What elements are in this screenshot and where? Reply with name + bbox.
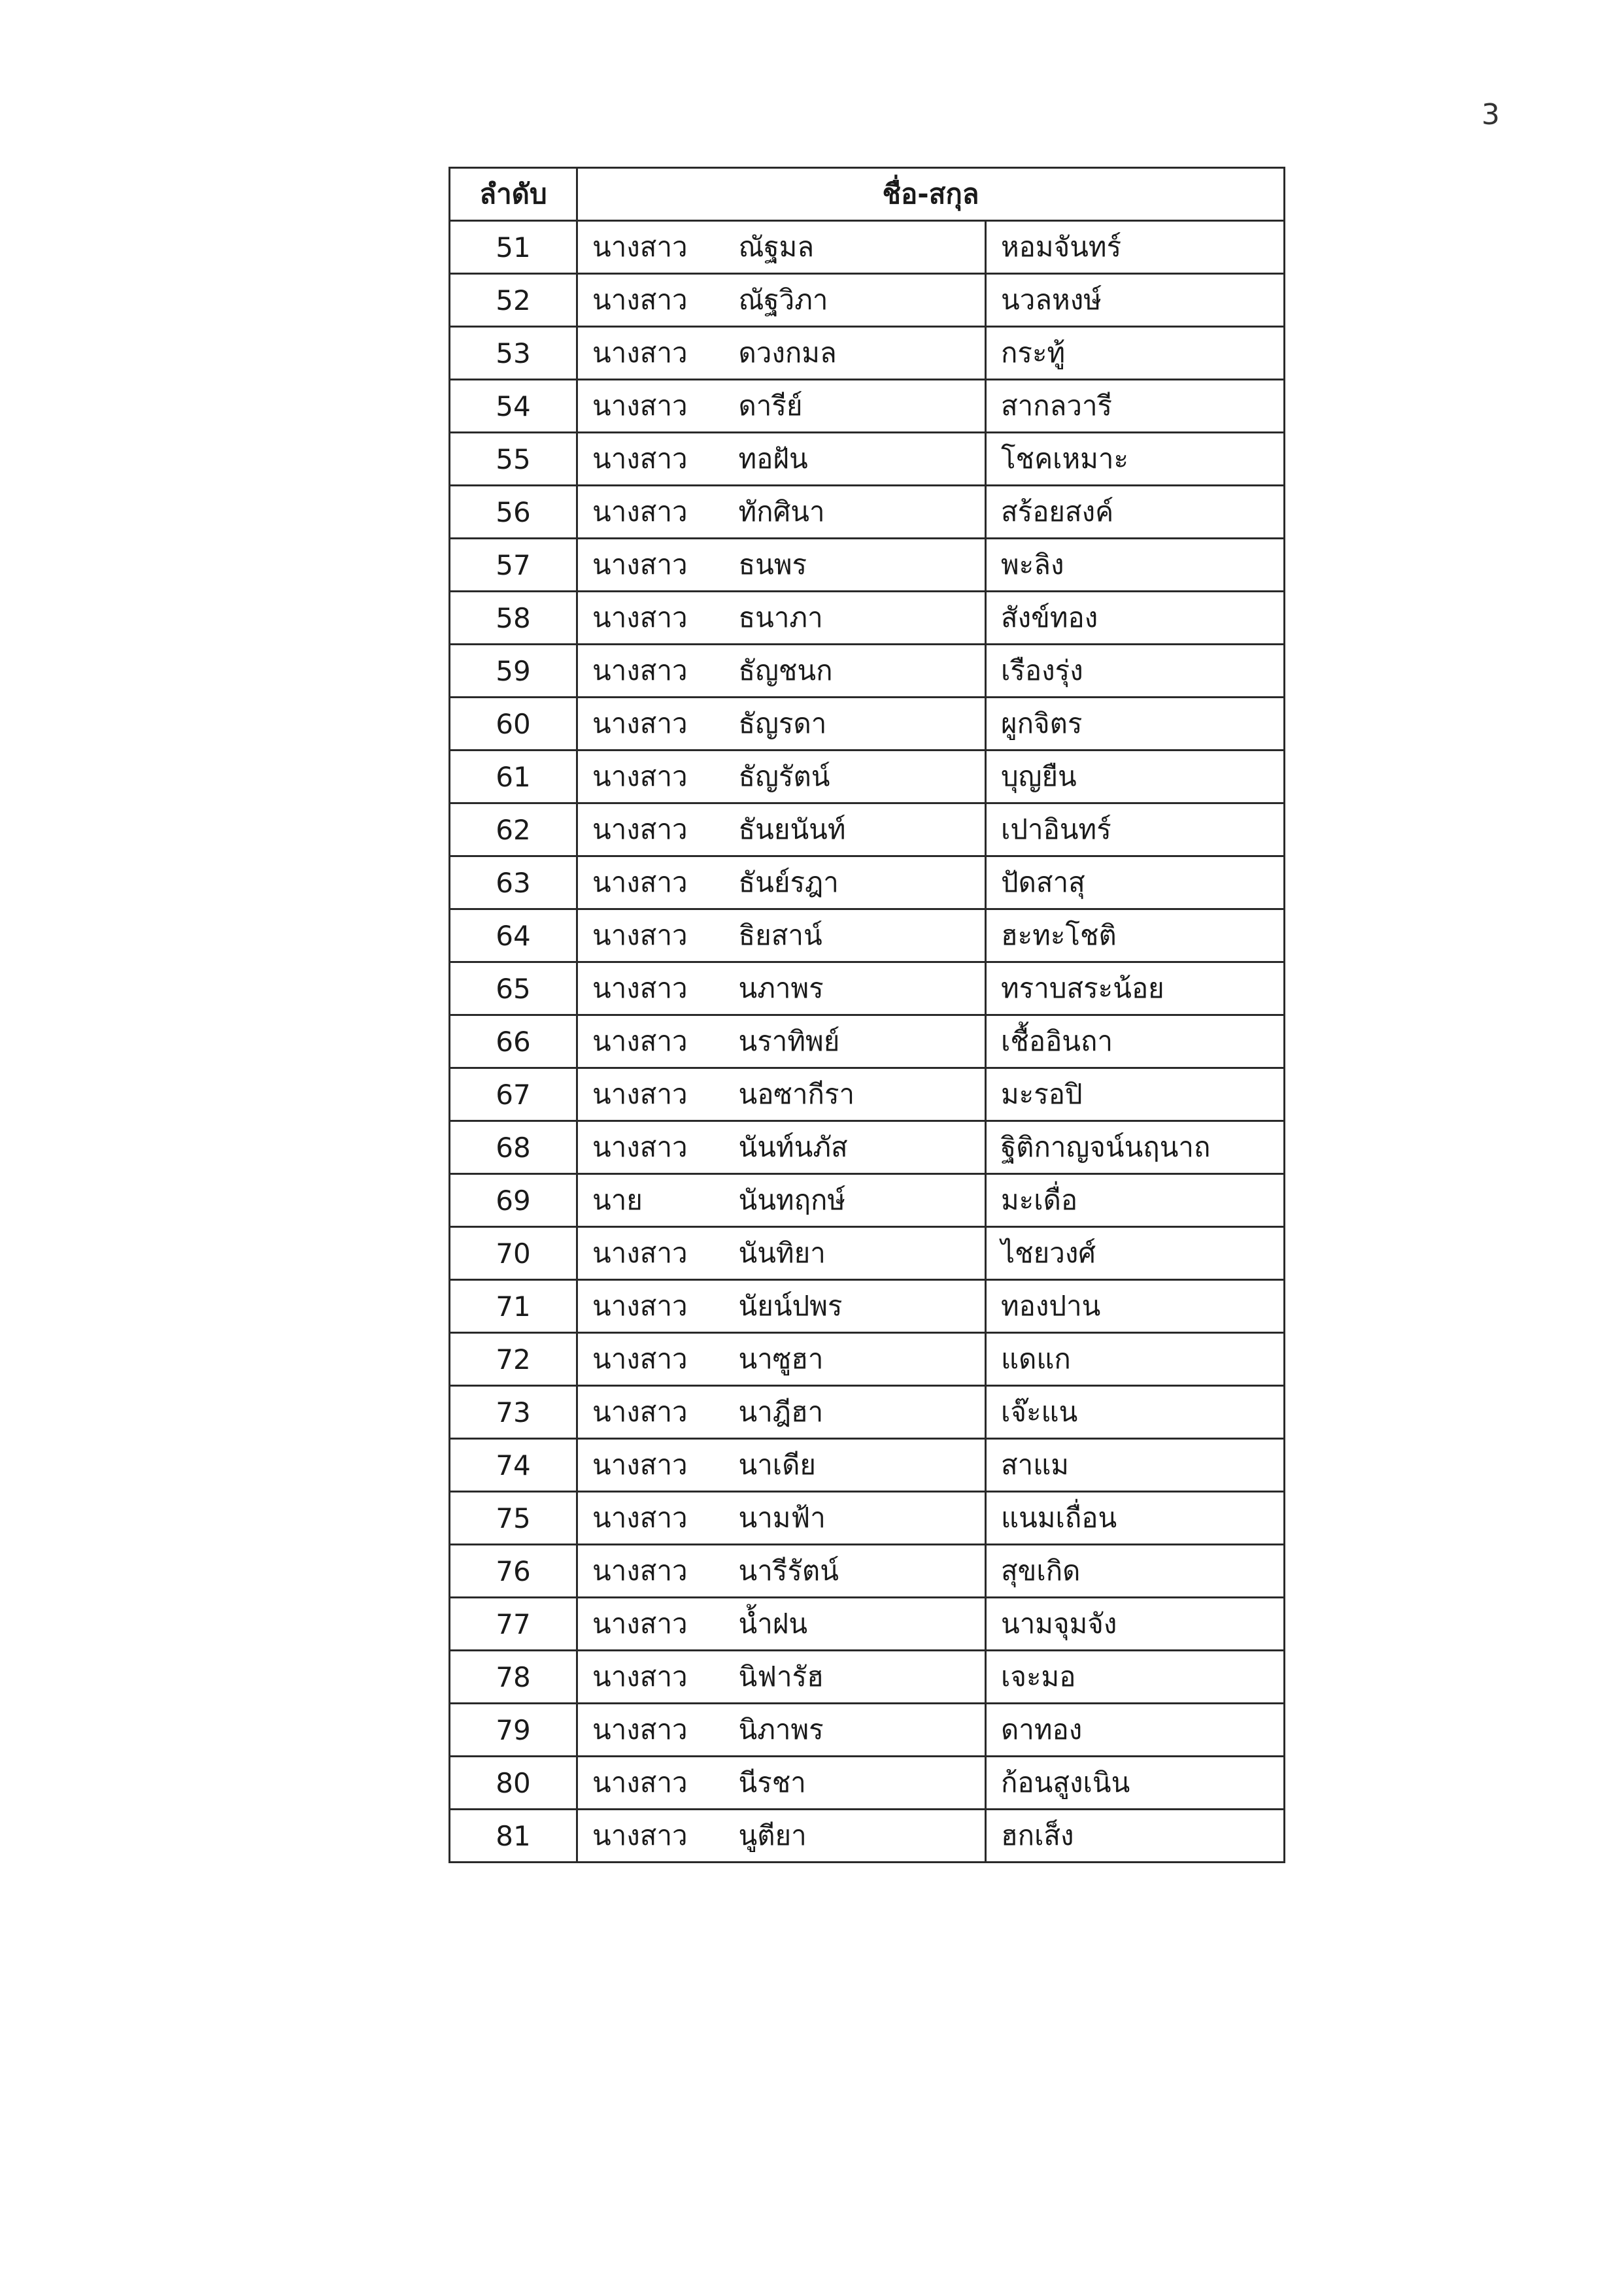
name-prefix: นางสาว: [577, 1492, 724, 1545]
last-name: สากลวารี: [986, 380, 1285, 433]
table-row: [450, 1757, 1285, 1810]
row-number: 66: [450, 1015, 577, 1068]
row-number: 63: [450, 856, 577, 909]
header-order: ลำดับ: [450, 168, 577, 221]
table-row: [450, 1227, 1285, 1280]
first-name: ธันยนันท์: [724, 803, 986, 856]
table-row: [450, 856, 1285, 909]
row-number: 52: [450, 274, 577, 327]
first-name: นราทิพย์: [724, 1015, 986, 1068]
first-name: นาซูฮา: [724, 1333, 986, 1386]
row-number: 72: [450, 1333, 577, 1386]
last-name: มะรอปิ: [986, 1068, 1285, 1121]
page-number: 3: [1481, 98, 1500, 131]
table-row: [450, 962, 1285, 1015]
row-number: 73: [450, 1386, 577, 1439]
row-number: 81: [450, 1810, 577, 1863]
first-name: นูตียา: [724, 1810, 986, 1863]
row-number: 74: [450, 1439, 577, 1492]
first-name: นันทิยา: [724, 1227, 986, 1280]
last-name: สุขเกิด: [986, 1545, 1285, 1598]
last-name: ปัดสาสุ: [986, 856, 1285, 909]
row-number: 79: [450, 1704, 577, 1757]
row-number: 55: [450, 433, 577, 486]
first-name: นารีรัตน์: [724, 1545, 986, 1598]
last-name: เจ๊ะแน: [986, 1386, 1285, 1439]
name-prefix: นางสาว: [577, 962, 724, 1015]
name-prefix: นางสาว: [577, 751, 724, 803]
name-prefix: นางสาว: [577, 1757, 724, 1810]
last-name: เชื้ออินถา: [986, 1015, 1285, 1068]
row-number: 57: [450, 539, 577, 592]
name-prefix: นางสาว: [577, 1704, 724, 1757]
table-row: [450, 1545, 1285, 1598]
table-row: [450, 909, 1285, 962]
first-name: นีรชา: [724, 1757, 986, 1810]
first-name: ธัญรดา: [724, 698, 986, 751]
last-name: เปาอินทร์: [986, 803, 1285, 856]
table-row: [450, 327, 1285, 380]
first-name: นาเดีย: [724, 1439, 986, 1492]
first-name: นาฎีฮา: [724, 1386, 986, 1439]
name-prefix: นางสาว: [577, 327, 724, 380]
last-name: บุญยืน: [986, 751, 1285, 803]
first-name: นิภาพร: [724, 1704, 986, 1757]
first-name: ทอฝัน: [724, 433, 986, 486]
last-name: ดาทอง: [986, 1704, 1285, 1757]
table-row: [450, 1810, 1285, 1863]
first-name: ณัฐมล: [724, 221, 986, 274]
row-number: 70: [450, 1227, 577, 1280]
first-name: นามฟ้า: [724, 1492, 986, 1545]
last-name: แดแก: [986, 1333, 1285, 1386]
first-name: ธัญชนก: [724, 645, 986, 698]
name-prefix: นางสาว: [577, 1439, 724, 1492]
table-body: [450, 221, 1285, 1863]
table-row: [450, 1068, 1285, 1121]
row-number: 65: [450, 962, 577, 1015]
name-prefix: นางสาว: [577, 1545, 724, 1598]
name-prefix: นางสาว: [577, 1651, 724, 1704]
row-number: 69: [450, 1174, 577, 1227]
last-name: ฮกเส็ง: [986, 1810, 1285, 1863]
last-name: พะลิง: [986, 539, 1285, 592]
last-name: เรืองรุ่ง: [986, 645, 1285, 698]
first-name: ธิยสาน์: [724, 909, 986, 962]
first-name: ธันย์รฎา: [724, 856, 986, 909]
table-header-row: [450, 168, 1285, 221]
name-prefix: นางสาว: [577, 1121, 724, 1174]
row-number: 77: [450, 1598, 577, 1651]
row-number: 53: [450, 327, 577, 380]
last-name: สร้อยสงค์: [986, 486, 1285, 539]
last-name: ฐิติกาญจน์นฤนาถ: [986, 1121, 1285, 1174]
name-prefix: นางสาว: [577, 486, 724, 539]
first-name: ธนพร: [724, 539, 986, 592]
table-row: [450, 274, 1285, 327]
last-name: มะเดื่อ: [986, 1174, 1285, 1227]
last-name: ทองปาน: [986, 1280, 1285, 1333]
last-name: นวลหงษ์: [986, 274, 1285, 327]
name-prefix: นางสาว: [577, 645, 724, 698]
first-name: นภาพร: [724, 962, 986, 1015]
name-prefix: นาย: [577, 1174, 724, 1227]
table-row: [450, 433, 1285, 486]
first-name: ธัญรัตน์: [724, 751, 986, 803]
name-prefix: นางสาว: [577, 221, 724, 274]
name-prefix: นางสาว: [577, 1068, 724, 1121]
first-name: นัยน์ปพร: [724, 1280, 986, 1333]
name-prefix: นางสาว: [577, 1333, 724, 1386]
last-name: ทราบสระน้อย: [986, 962, 1285, 1015]
last-name: แนมเถื่อน: [986, 1492, 1285, 1545]
first-name: ดารีย์: [724, 380, 986, 433]
table-row: [450, 1015, 1285, 1068]
last-name: นามจุมจัง: [986, 1598, 1285, 1651]
name-prefix: นางสาว: [577, 698, 724, 751]
row-number: 80: [450, 1757, 577, 1810]
name-prefix: นางสาว: [577, 592, 724, 645]
row-number: 64: [450, 909, 577, 962]
table-row: [450, 1492, 1285, 1545]
last-name: ก้อนสูงเนิน: [986, 1757, 1285, 1810]
name-prefix: นางสาว: [577, 1810, 724, 1863]
name-prefix: นางสาว: [577, 433, 724, 486]
last-name: สาแม: [986, 1439, 1285, 1492]
first-name: นันทฤกษ์: [724, 1174, 986, 1227]
last-name: เจะมอ: [986, 1651, 1285, 1704]
name-prefix: นางสาว: [577, 1280, 724, 1333]
name-prefix: นางสาว: [577, 856, 724, 909]
table-row: [450, 592, 1285, 645]
first-name: ดวงกมล: [724, 327, 986, 380]
table-row: [450, 751, 1285, 803]
row-number: 76: [450, 1545, 577, 1598]
row-number: 54: [450, 380, 577, 433]
last-name: สังข์ทอง: [986, 592, 1285, 645]
first-name: นันท์นภัส: [724, 1121, 986, 1174]
last-name: กระทู้: [986, 327, 1285, 380]
table-row: [450, 1598, 1285, 1651]
row-number: 75: [450, 1492, 577, 1545]
row-number: 68: [450, 1121, 577, 1174]
first-name: น้ำฝน: [724, 1598, 986, 1651]
table-row: [450, 645, 1285, 698]
last-name: ผูกจิตร: [986, 698, 1285, 751]
table-row: [450, 1121, 1285, 1174]
name-prefix: นางสาว: [577, 909, 724, 962]
table-row: [450, 486, 1285, 539]
last-name: ฮะทะโชติ: [986, 909, 1285, 962]
table-row: [450, 1439, 1285, 1492]
row-number: 78: [450, 1651, 577, 1704]
row-number: 58: [450, 592, 577, 645]
first-name: ณัฐวิภา: [724, 274, 986, 327]
name-prefix: นางสาว: [577, 380, 724, 433]
name-list-table: [448, 167, 1285, 1863]
header-full-name: ชื่อ-สกุล: [577, 168, 1285, 221]
row-number: 62: [450, 803, 577, 856]
first-name: นอซากีรา: [724, 1068, 986, 1121]
row-number: 51: [450, 221, 577, 274]
table-row: [450, 539, 1285, 592]
first-name: ธนาภา: [724, 592, 986, 645]
table-row: [450, 1280, 1285, 1333]
table-row: [450, 1174, 1285, 1227]
table-row: [450, 803, 1285, 856]
last-name: ไชยวงศ์: [986, 1227, 1285, 1280]
last-name: โชคเหมาะ: [986, 433, 1285, 486]
table-row: [450, 1333, 1285, 1386]
table-row: [450, 698, 1285, 751]
first-name: นิฟารัฮ: [724, 1651, 986, 1704]
row-number: 61: [450, 751, 577, 803]
row-number: 67: [450, 1068, 577, 1121]
first-name: ทักศินา: [724, 486, 986, 539]
row-number: 56: [450, 486, 577, 539]
name-prefix: นางสาว: [577, 1015, 724, 1068]
table-row: [450, 1651, 1285, 1704]
table-row: [450, 1386, 1285, 1439]
name-prefix: นางสาว: [577, 1227, 724, 1280]
row-number: 71: [450, 1280, 577, 1333]
row-number: 59: [450, 645, 577, 698]
table-row: [450, 1704, 1285, 1757]
table-row: [450, 221, 1285, 274]
row-number: 60: [450, 698, 577, 751]
table-row: [450, 380, 1285, 433]
name-prefix: นางสาว: [577, 803, 724, 856]
name-prefix: นางสาว: [577, 1386, 724, 1439]
name-prefix: นางสาว: [577, 539, 724, 592]
name-prefix: นางสาว: [577, 1598, 724, 1651]
name-prefix: นางสาว: [577, 274, 724, 327]
last-name: หอมจันทร์: [986, 221, 1285, 274]
